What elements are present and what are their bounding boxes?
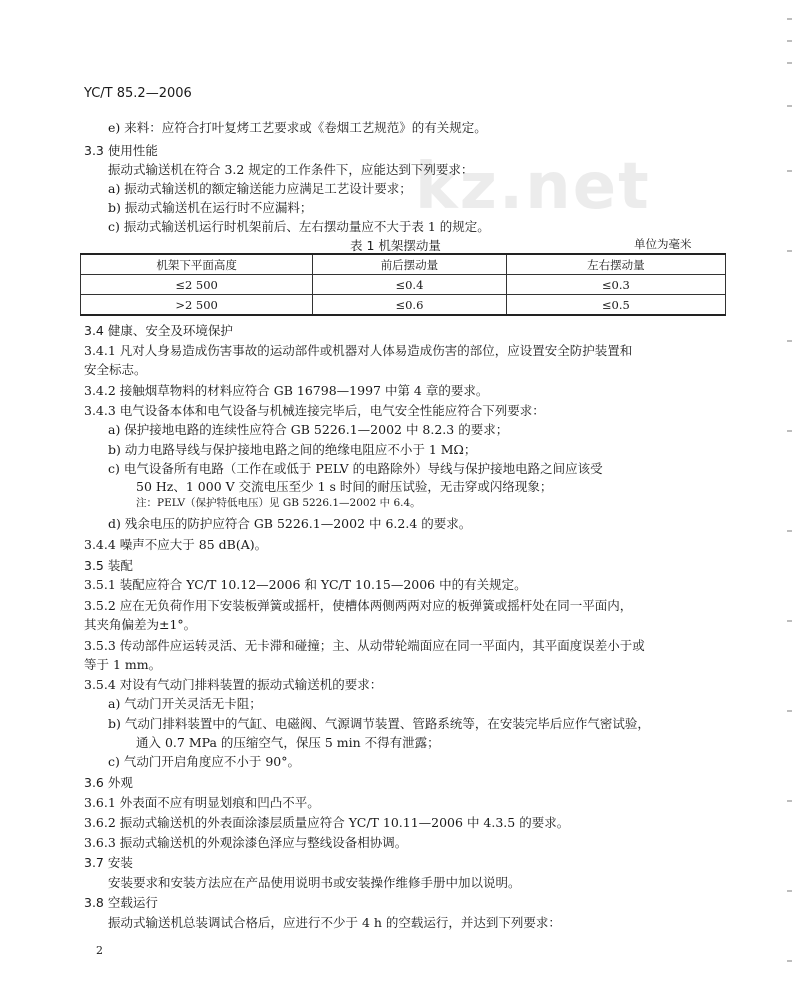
text-line: 3.5.4 对设有气动门排料装置的振动式输送机的要求： (84, 677, 383, 692)
section-heading: 3.8 空载运行 (84, 895, 158, 910)
text-line: e) 来料：应符合打叶复烤工艺要求或《卷烟工艺规范》的有关规定。 (108, 120, 487, 135)
list-item-continuation: 50 Hz、1 000 V 交流电压至少 1 s 时间的耐压试验，无击穿或闪络现象； (136, 479, 553, 494)
list-item: a) 气动门开关灵活无卡阻； (108, 696, 262, 711)
text-line: 3.4.1 凡对人身易造成伤害事故的运动部件或机器对人体易造成伤害的部位，应设置安全防护装置和 (84, 343, 633, 358)
list-item: c) 电气设备所有电路（工作在或低于 PELV 的电路除外）导线与保护接地电路之间应该受 (108, 461, 603, 476)
section-heading: 3.6 外观 (84, 775, 133, 790)
table-row (81, 275, 726, 295)
table-cell: ≤0.6 (313, 295, 507, 316)
table-header-row (81, 254, 726, 275)
text-line: 3.4.3 电气设备本体和电气设备与机械连接完毕后，电气安全性能应符合下列要求： (84, 403, 545, 418)
list-item: b) 动力电路导线与保护接地电路之间的绝缘电阻应不小于 1 MΩ； (108, 442, 477, 457)
section-heading: 3.5 装配 (84, 558, 133, 573)
table-cell: ≤0.5 (506, 295, 725, 316)
table-cell: >2 500 (81, 295, 313, 316)
list-item: b) 振动式输送机在运行时不应漏料； (108, 200, 313, 215)
list-item: c) 振动式输送机运行时机架前后、左右摆动量应不大于表 1 的规定。 (108, 219, 490, 234)
list-item-continuation: 通入 0.7 MPa 的压缩空气，保压 5 min 不得有泄露； (136, 735, 440, 750)
table-cell: ≤0.4 (313, 275, 507, 295)
text-line: 3.5.1 装配应符合 YC/T 10.12—2006 和 YC/T 10.15—2006 中的有关规定。 (84, 577, 527, 592)
text-line: 3.5.3 传动部件应运转灵活、无卡滞和碰撞；主、从动带轮端面应在同一平面内，其平面度误差小于或 (84, 638, 645, 653)
text-line: 等于 1 mm。 (84, 657, 162, 672)
text-line: 振动式输送机总装调试合格后，应进行不少于 4 h 的空载运行，并达到下列要求： (108, 915, 561, 930)
list-item: c) 气动门开启角度应不小于 90°。 (108, 754, 300, 769)
text-line: 3.4.4 噪声不应大于 85 dB(A)。 (84, 537, 268, 552)
text-line: 其夹角偏差为±1°。 (84, 617, 197, 632)
text-line: 3.6.3 振动式输送机的外观涂漆色泽应与整线设备相协调。 (84, 835, 408, 850)
table-header-cell: 前后摆动量 (313, 254, 507, 275)
table-header-cell: 机架下平面高度 (81, 254, 313, 275)
list-item: d) 残余电压的防护应符合 GB 5226.1—2002 中 6.2.4 的要求。 (108, 516, 472, 531)
section-heading: 3.3 使用性能 (84, 143, 158, 158)
text-line: 3.4.2 接触烟草物料的材料应符合 GB 16798—1997 中第 4 章的要求。 (84, 383, 489, 398)
note-text: 注：PELV（保护特低电压）见 GB 5226.1—2002 中 6.4。 (136, 497, 421, 509)
table-row (81, 295, 726, 316)
table-caption: 表 1 机架摆动量 (350, 238, 441, 253)
text-line: 振动式输送机在符合 3.2 规定的工作条件下，应能达到下列要求： (108, 162, 474, 177)
table-cell: ≤2 500 (81, 275, 313, 295)
table-unit: 单位为毫米 (634, 237, 692, 251)
text-line: 安全标志。 (84, 362, 147, 377)
page-number: 2 (96, 944, 103, 957)
section-heading: 3.4 健康、安全及环境保护 (84, 323, 233, 338)
section-heading: 3.7 安装 (84, 855, 133, 870)
list-item: a) 保护接地电路的连续性应符合 GB 5226.1—2002 中 8.2.3 的要求； (108, 422, 509, 437)
list-item: b) 气动门排料装置中的气缸、电磁阀、气源调节装置、管路系统等，在安装完毕后应作气密试验， (108, 716, 650, 731)
standard-number: YC/T 85.2—2006 (84, 86, 192, 101)
text-line: 安装要求和安装方法应在产品使用说明书或安装操作维修手册中加以说明。 (108, 875, 521, 890)
text-line: 3.6.1 外表面不应有明显划痕和凹凸不平。 (84, 795, 320, 810)
scan-edge-marks (778, 10, 792, 980)
list-item: a) 振动式输送机的额定输送能力应满足工艺设计要求； (108, 181, 412, 196)
table-header-cell: 左右摆动量 (506, 254, 725, 275)
text-line: 3.6.2 振动式输送机的外表面涂漆层质量应符合 YC/T 10.11—2006 中 4.3.5 的要求。 (84, 815, 570, 830)
watermark: kz.net (415, 150, 651, 224)
text-line: 3.5.2 应在无负荷作用下安装板弹簧或摇杆，使槽体两侧两两对应的板弹簧或摇杆处在同一平面内， (84, 598, 633, 613)
swing-amount-table (80, 253, 726, 316)
table-cell: ≤0.3 (506, 275, 725, 295)
